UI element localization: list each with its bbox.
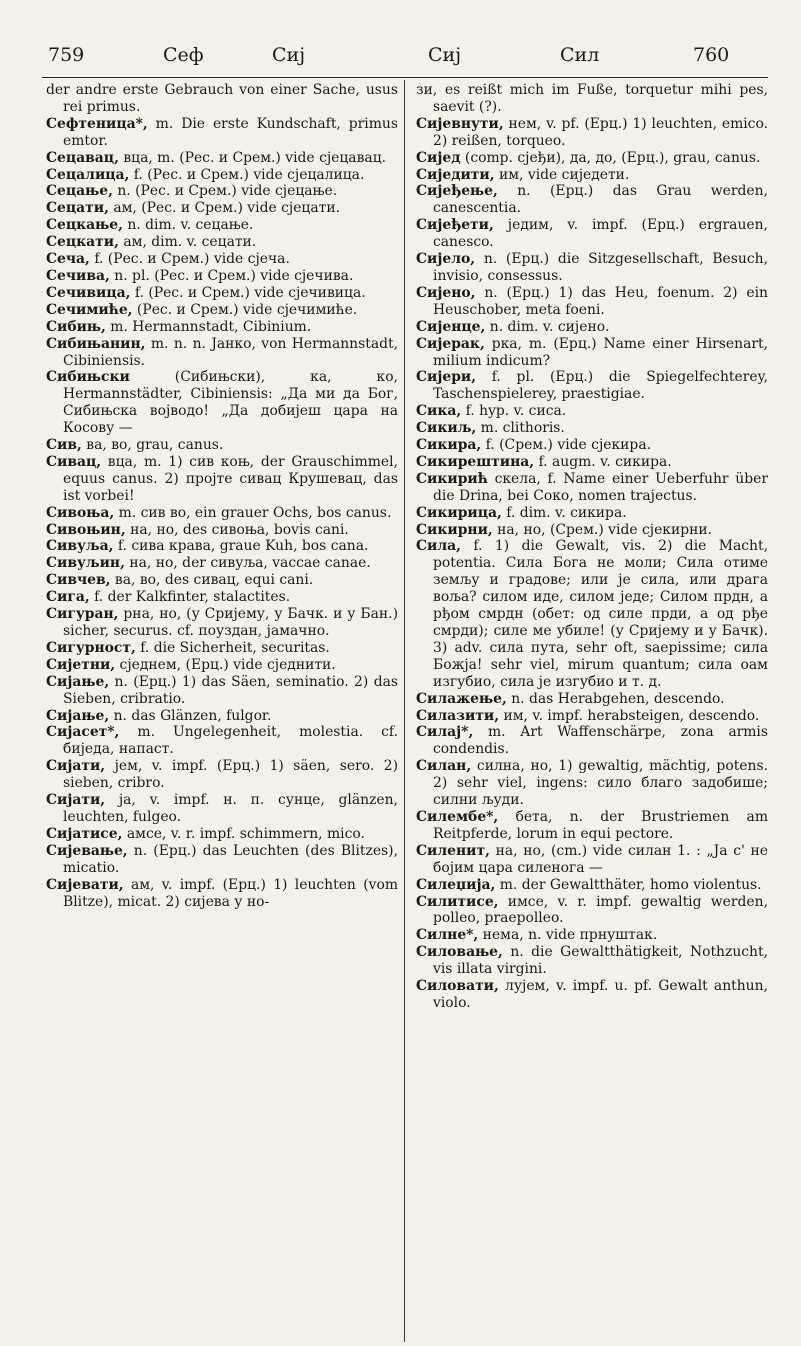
dictionary-entry <box>46 572 398 589</box>
entry-definition: n. das Glänzen, fulgor. <box>109 707 272 724</box>
entry-headword: Сив, <box>46 437 82 454</box>
dictionary-entry <box>46 200 398 217</box>
entry-definition: m. Hermannstadt, Cibinium. <box>105 318 312 335</box>
dictionary-entry <box>46 826 398 843</box>
dictionary-entry <box>416 82 768 116</box>
dictionary-entry <box>416 691 768 708</box>
entry-headword: Сикирни, <box>416 521 493 538</box>
dictionary-entry <box>46 302 398 319</box>
dictionary-entry <box>416 116 768 150</box>
entry-definition: сједнем, (Ерц.) vide сједнити. <box>115 656 336 673</box>
entry-definition: f. die Sicherheit, securitas. <box>135 639 330 656</box>
page-number-right: 760 <box>693 44 730 66</box>
dictionary-entry <box>46 167 398 184</box>
dictionary-entry <box>46 285 398 302</box>
entry-definition: f. dim. v. сикира. <box>501 504 627 521</box>
dictionary-entry <box>46 708 398 725</box>
entry-definition: n. (Ерц.) das Leuchten (des Blitzes), micatio. <box>63 842 398 876</box>
dictionary-entry <box>46 758 398 792</box>
entry-headword: Силај*, <box>416 724 474 741</box>
entry-definition: ва, во, grau, canus. <box>81 437 224 454</box>
entry-headword: Сијатисе, <box>46 825 123 842</box>
dictionary-entry <box>46 116 398 150</box>
dictionary-entry <box>416 285 768 319</box>
dictionary-entry <box>46 319 398 336</box>
column-divider <box>404 80 405 1342</box>
entry-definition: n. dim. v. сијено. <box>485 318 610 335</box>
dictionary-entry <box>416 471 768 505</box>
entry-definition: n. (Ерц.) 1) das Heu, foenum. 2) ein Heuschober, meta foeni. <box>433 284 768 318</box>
entry-definition: ва, во, des сивац, equi cani. <box>110 572 314 589</box>
dictionary-entry <box>416 251 768 285</box>
dictionary-entry <box>46 437 398 454</box>
dictionary-entry <box>416 877 768 894</box>
entry-headword: Сецање, <box>46 183 113 200</box>
right-column <box>416 82 768 1012</box>
entry-headword: Сигуран, <box>46 606 119 623</box>
entry-definition: m. Ungelegenheit, molestia. cf. биједа, напаст. <box>63 724 398 758</box>
entry-definition: ја, v. impf. н. п. сунце, glänzen, leuchten, fulgeo. <box>63 792 398 825</box>
entry-definition: m. Die erste Kundschaft, primus emtor. <box>63 115 398 149</box>
entry-headword: Сецати, <box>46 200 109 217</box>
guide-word-right-last: Сил <box>560 44 600 66</box>
entry-headword: Силовати, <box>416 978 499 995</box>
entry-definition: јем, v. impf. (Ерц.) 1) säen, sero. 2) sieben, cribro. <box>63 758 398 792</box>
entry-definition: рка, m. (Ерц.) Name einer Hirsenart, milium indicum? <box>433 335 768 369</box>
entry-definition: ам, dim. v. сецати. <box>118 234 257 251</box>
dictionary-entry <box>46 589 398 606</box>
dictionary-entry <box>416 894 768 928</box>
dictionary-entry <box>416 843 768 877</box>
entry-headword: Сиједити, <box>416 166 495 183</box>
entry-definition: скела, f. Name einer Ueberfuhr über die Drina, bei Соко, nomen trajectus. <box>433 470 768 504</box>
entry-definition: n. das Herabgehen, descendo. <box>506 690 725 707</box>
entry-headword: Сијерак, <box>416 335 485 352</box>
entry-headword: Сечимиће, <box>46 301 133 318</box>
entry-definition: f. (Срем.) vide сјекира. <box>481 437 652 454</box>
entry-definition: m. сив во, ein grauer Ochs, bos canus. <box>114 504 392 521</box>
entry-headword: Сибињски <box>46 369 130 386</box>
entry-definition: (Сибињски), ка, ко, Hermannstädter, Cibiniensis: „Да ми да Бог, Сибињска војводо! „Да добијеш цара на Косову — <box>63 369 398 437</box>
dictionary-entry <box>46 640 398 657</box>
entry-definition: n. dim. v. сецање. <box>122 217 254 234</box>
entry-definition: m. n. n. Јанко, von Hermannstadt, Cibiniensis. <box>63 335 398 369</box>
entry-headword: Сефтеница*, <box>46 115 148 132</box>
entry-headword: Сецкање, <box>46 217 123 234</box>
entry-headword: Сецалица, <box>46 166 130 183</box>
entry-definition: f. (Рес. и Срем.) vide сјецалица. <box>129 166 365 183</box>
dictionary-entry <box>416 319 768 336</box>
entry-headword: Силовање, <box>416 944 503 961</box>
guide-word-left-last: Сиј <box>272 44 306 66</box>
dictionary-entry <box>46 217 398 234</box>
entry-headword: Сијенце, <box>416 318 486 335</box>
entry-definition: n. (Ерц.) die Sitzgesellschaft, Besuch, invisio, consessus. <box>433 251 768 284</box>
entry-headword: Сикира, <box>416 437 482 454</box>
entry-definition: једим, v. impf. (Ерц.) ergrauen, canesco. <box>433 217 768 251</box>
entry-headword: Силазити, <box>416 707 500 724</box>
entry-headword: Сијевање, <box>46 842 128 859</box>
entry-headword: Сивоња, <box>46 504 115 521</box>
entry-definition: лујем, v. impf. u. pf. Gewalt anthun, violo. <box>433 978 768 1011</box>
entry-headword: Сибињанин, <box>46 335 146 352</box>
entry-definition: (Рес. и Срем.) vide сјечимиће. <box>132 301 358 318</box>
entry-headword: Сечивица, <box>46 284 131 301</box>
dictionary-entry <box>46 82 398 116</box>
entry-headword: Сивуља, <box>46 538 114 555</box>
entry-headword: Сијање, <box>46 707 110 724</box>
entry-headword: Сијеђети, <box>416 217 494 234</box>
dictionary-entry <box>46 657 398 674</box>
entry-headword: Сивоњин, <box>46 521 126 538</box>
dictionary-entry <box>416 538 768 690</box>
entry-definition: n. die Gewaltthätigkeit, Nothzucht, vis illata virgini. <box>433 944 768 978</box>
entry-headword: Сијери, <box>416 369 477 386</box>
entry-definition: ам, v. impf. (Ерц.) 1) leuchten (vom Blitze), micat. 2) сијева у но- <box>63 876 398 910</box>
left-column <box>46 82 398 910</box>
entry-definition: на, но, des сивоња, bovis cani. <box>125 521 349 538</box>
entry-headword: Силитисе, <box>416 893 499 910</box>
entry-headword: Сика, <box>416 403 462 420</box>
entry-headword: Сивуљин, <box>46 555 125 572</box>
entry-definition: f. сива крава, graue Kuh, bos cana. <box>113 538 369 555</box>
dictionary-entry <box>46 336 398 370</box>
entry-headword: Силенит, <box>416 842 490 859</box>
entry-headword: Сијевнути, <box>416 115 504 132</box>
entry-headword: Сијетни, <box>46 656 116 673</box>
entry-definition: n. pl. (Рес. и Срем.) vide сјечива. <box>109 267 354 284</box>
dictionary-entry <box>416 403 768 420</box>
entry-headword: Сибињ, <box>46 318 106 335</box>
entry-headword: Сечива, <box>46 267 110 284</box>
entry-definition: f. hyp. v. сиса. <box>461 403 567 420</box>
dictionary-entry <box>416 978 768 1012</box>
entry-definition: n. (Ерц.) das Grau werden, canescentia. <box>433 183 768 217</box>
dictionary-entry <box>46 555 398 572</box>
guide-word-left-first: Сеф <box>163 44 204 66</box>
entry-definition: m. der Gewaltthäter, homo violentus. <box>495 876 762 893</box>
entry-headword: Силан, <box>416 758 472 775</box>
entry-headword: Сикирештина, <box>416 453 535 470</box>
entry-definition: m. Art Waffenschärpe, zona armis condendis. <box>433 724 768 758</box>
entry-headword: Силеџија, <box>416 876 496 893</box>
entry-definition: зи, es reißt mich im Fuße, torquetur mihi pes, saevit (?). <box>416 82 768 115</box>
entry-headword: Сијасет*, <box>46 724 120 741</box>
page-header <box>0 0 801 78</box>
entry-definition: f. augm. v. сикира. <box>534 453 672 470</box>
entry-headword: Сивац, <box>46 453 102 470</box>
dictionary-entry <box>46 877 398 911</box>
entry-headword: Сијати, <box>46 758 106 775</box>
entry-definition: вца, m. 1) сив коњ, der Grauschimmel, equus canus. 2) пројте сивац Крушевац, das ist vorbei! <box>63 453 398 504</box>
entry-headword: Сијати, <box>46 792 106 809</box>
entry-headword: Сигурност, <box>46 639 136 656</box>
dictionary-entry <box>46 150 398 167</box>
entry-definition: на, но, (Срем.) vide сјекирни. <box>492 521 713 538</box>
dictionary-entry <box>46 268 398 285</box>
entry-headword: Сила, <box>416 538 461 555</box>
entry-definition: f. der Kalkfinter, stalactites. <box>89 589 291 606</box>
dictionary-entry <box>416 758 768 809</box>
dictionary-entry <box>416 150 768 167</box>
guide-word-right-first: Сиј <box>428 44 462 66</box>
entry-definition: (comp. сјеђи), да, до, (Ерц.), grau, canus. <box>460 149 761 166</box>
entry-definition: ам, (Рес. и Срем.) vide сјецати. <box>108 200 341 217</box>
entry-definition: нема, n. vide прнуштак. <box>478 927 658 944</box>
entry-headword: Сикирица, <box>416 504 502 521</box>
entry-definition: бета, n. der Brustriemen am Reitpferde, lorum in equi pectore. <box>433 808 768 842</box>
dictionary-entry <box>46 538 398 555</box>
dictionary-entry <box>416 437 768 454</box>
entry-headword: Сига, <box>46 589 90 606</box>
dictionary-entry <box>46 505 398 522</box>
dictionary-entry <box>416 217 768 251</box>
dictionary-entry <box>46 454 398 505</box>
entry-headword: Сијед <box>416 149 461 166</box>
dictionary-entry <box>416 183 768 217</box>
dictionary-entry <box>416 927 768 944</box>
dictionary-entry <box>46 606 398 640</box>
header-rule <box>42 77 768 78</box>
dictionary-entry <box>416 336 768 370</box>
entry-headword: Силембе*, <box>416 808 499 825</box>
entry-headword: Силажење, <box>416 690 507 707</box>
dictionary-entry <box>416 809 768 843</box>
entry-headword: Сијено, <box>416 284 476 301</box>
entry-headword: Сијеђење, <box>416 183 498 200</box>
entry-definition: n. (Рес. и Срем.) vide сјецање. <box>112 183 338 200</box>
dictionary-entry <box>46 522 398 539</box>
entry-headword: Силне*, <box>416 927 479 944</box>
entry-definition: им, vide сиједети. <box>494 166 630 183</box>
entry-headword: Сикиљ, <box>416 420 477 437</box>
entry-definition: нем, v. pf. (Ерц.) 1) leuchten, emico. 2) reißen, torqueo. <box>433 115 768 149</box>
dictionary-entry <box>46 843 398 877</box>
dictionary-entry <box>46 792 398 826</box>
dictionary-entry <box>46 183 398 200</box>
entry-headword: Сеча, <box>46 251 90 268</box>
entry-definition: на, но, der сивуља, vaccae canae. <box>124 555 371 572</box>
entry-headword: Сијање, <box>46 673 110 690</box>
dictionary-entry <box>416 369 768 403</box>
page-number-left: 759 <box>48 44 85 66</box>
entry-headword: Сијело, <box>416 251 476 268</box>
entry-definition: n. (Ерц.) 1) das Säen, seminatio. 2) das Sieben, cribratio. <box>63 673 398 707</box>
entry-definition: f. pl. (Ерц.) die Spiegelfechterey, Taschenspielerey, praestigiae. <box>433 369 768 403</box>
dictionary-entry <box>46 724 398 758</box>
entry-definition: имсе, v. r. impf. gewaltig werden, polleo, praepolleo. <box>433 893 768 927</box>
dictionary-entry <box>416 505 768 522</box>
dictionary-entry <box>46 251 398 268</box>
entry-definition: рна, но, (у Сријему, у Бачк. и у Бан.) sicher, securus. cf. поуздан, јамачно. <box>63 606 398 639</box>
dictionary-entry <box>416 708 768 725</box>
entry-headword: Сивчев, <box>46 572 111 589</box>
entry-definition: амсе, v. r. impf. schimmern, mico. <box>122 825 365 842</box>
entry-headword: Сикирић <box>416 470 488 487</box>
entry-definition: на, но, (cm.) vide силан 1. : „Ја с' не бојим цара силенога — <box>433 842 768 876</box>
entry-definition: der andre erste Gebrauch von einer Sache, usus rei primus. <box>46 82 398 115</box>
dictionary-entry <box>416 454 768 471</box>
dictionary-entry <box>416 724 768 758</box>
entry-definition: им, v. impf. herabsteigen, descendo. <box>499 707 760 724</box>
entry-definition: вца, m. (Рес. и Срем.) vide сјецавац. <box>118 149 387 166</box>
entry-definition: f. (Рес. и Срем.) vide сјеча. <box>89 251 290 268</box>
entry-headword: Сијевати, <box>46 876 124 893</box>
entry-definition: силна, но, 1) gewaltig, mächtig, potens. 2) sehr viel, ingens: сило благо задобише; силни људи. <box>433 758 768 809</box>
entry-headword: Сецавац, <box>46 149 119 166</box>
entry-definition: f. 1) die Gewalt, vis. 2) die Macht, potentia. Сила Бога не моли; Сила отиме земљу и градове; или је сила, или драга воља? силом иде, силом једе; Силом прдн, а рђом смрдн (обет: од силе прди, а од рђе смрди); силе ме убиле! (у Сријему и у Бачк). 3) adv. сила пута, sehr oft, saepissime; сила Божја! sehr viel, mirum quantum; сила оам изгубио, сила је изгубио и т. д. <box>433 538 768 690</box>
dictionary-entry <box>46 674 398 708</box>
entry-definition: m. clithoris. <box>476 420 565 437</box>
dictionary-entry <box>46 369 398 437</box>
dictionary-entry <box>416 522 768 539</box>
dictionary-entry <box>46 234 398 251</box>
dictionary-entry <box>416 167 768 184</box>
dictionary-entry <box>416 420 768 437</box>
entry-definition: f. (Рес. и Срем.) vide сјечивица. <box>130 284 366 301</box>
dictionary-entry <box>416 944 768 978</box>
entry-headword: Сецкати, <box>46 234 119 251</box>
